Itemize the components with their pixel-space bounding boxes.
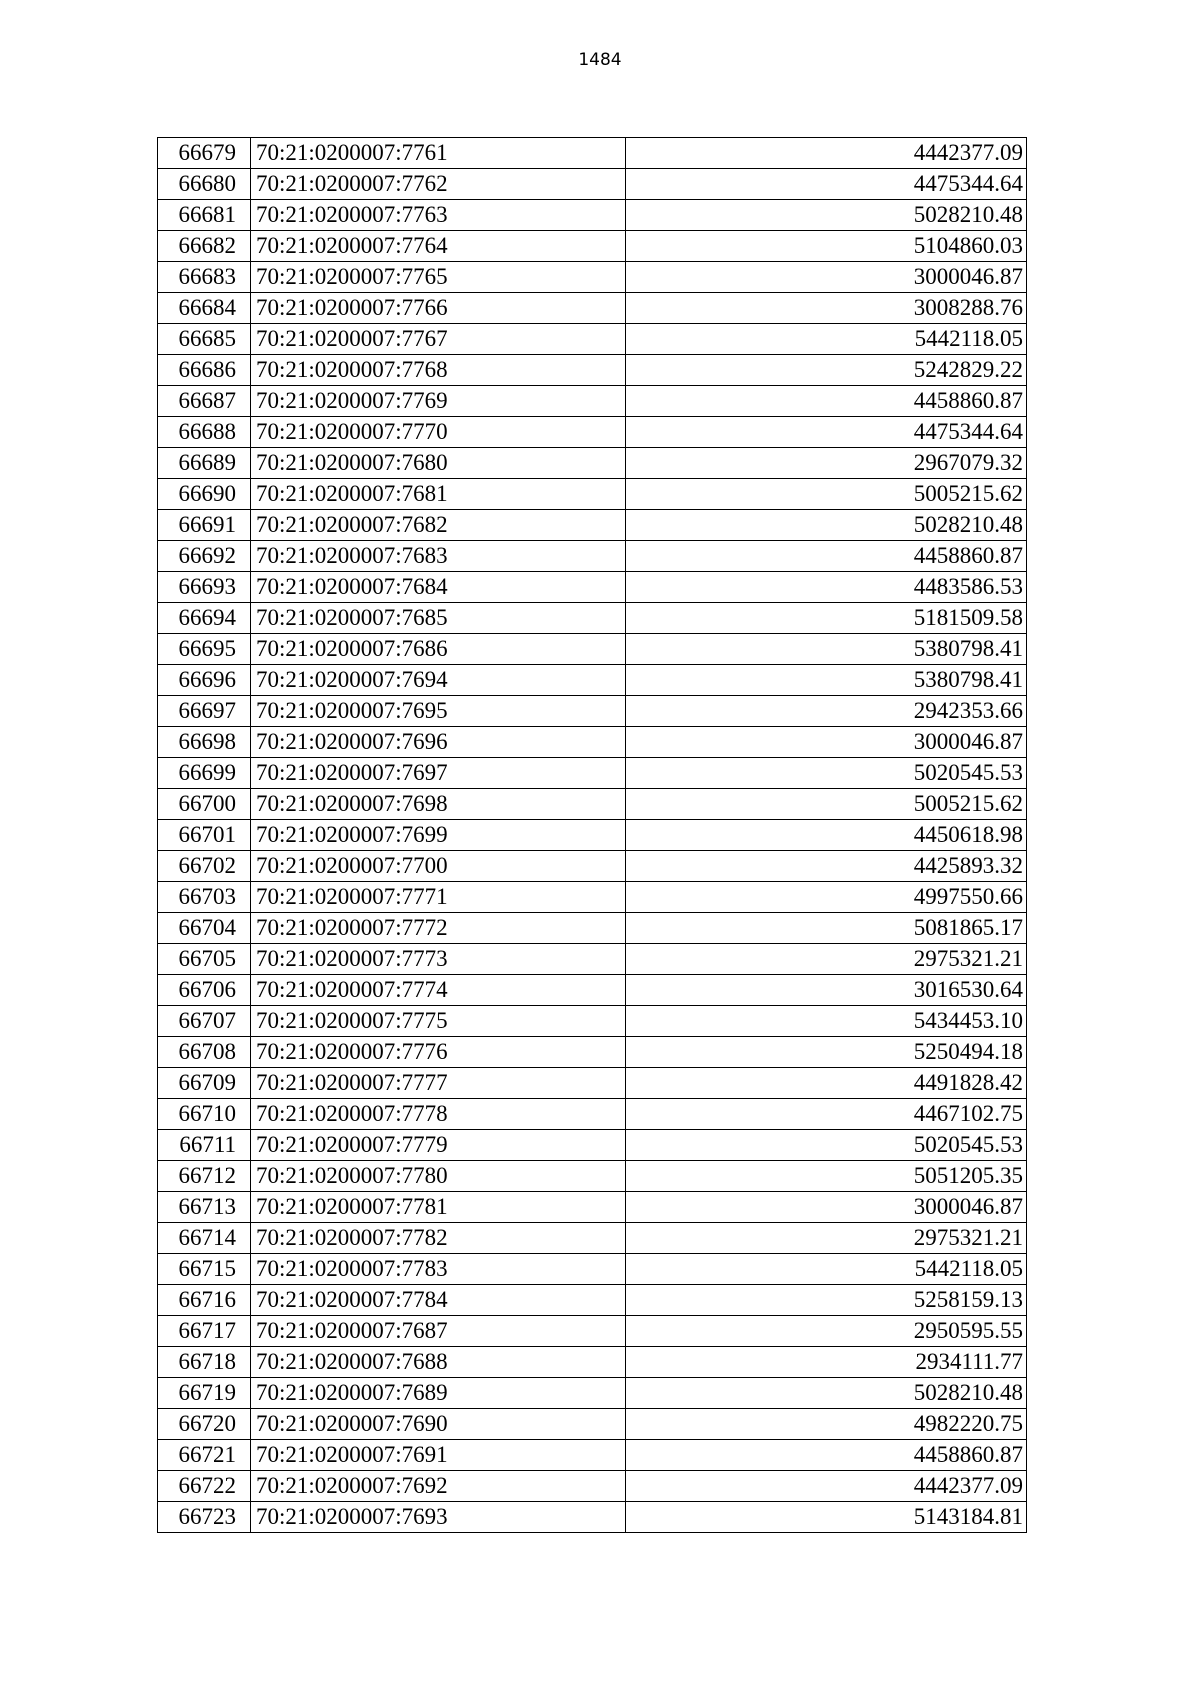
cadastral-value-cell: 5104860.03 (626, 231, 1027, 262)
cadastral-number-cell: 70:21:0200007:7692 (251, 1471, 626, 1502)
row-number-cell: 66685 (158, 324, 251, 355)
cadastral-number-cell: 70:21:0200007:7683 (251, 541, 626, 572)
cadastral-value-cell: 2950595.55 (626, 1316, 1027, 1347)
table-row (158, 820, 1027, 851)
table-row (158, 1037, 1027, 1068)
cadastral-value-cell: 3000046.87 (626, 727, 1027, 758)
row-number-cell: 66679 (158, 138, 251, 169)
cadastral-value-cell: 2934111.77 (626, 1347, 1027, 1378)
table-row (158, 1316, 1027, 1347)
table-row (158, 665, 1027, 696)
cadastral-value-cell: 2967079.32 (626, 448, 1027, 479)
cadastral-value-table (157, 137, 1027, 1533)
cadastral-number-cell: 70:21:0200007:7778 (251, 1099, 626, 1130)
table-row (158, 1006, 1027, 1037)
table-body (158, 138, 1027, 1533)
row-number-cell: 66705 (158, 944, 251, 975)
cadastral-number-cell: 70:21:0200007:7762 (251, 169, 626, 200)
cadastral-number-cell: 70:21:0200007:7775 (251, 1006, 626, 1037)
row-number-cell: 66721 (158, 1440, 251, 1471)
cadastral-value-cell: 4442377.09 (626, 1471, 1027, 1502)
row-number-cell: 66682 (158, 231, 251, 262)
cadastral-number-cell: 70:21:0200007:7769 (251, 386, 626, 417)
cadastral-number-cell: 70:21:0200007:7781 (251, 1192, 626, 1223)
table-row (158, 541, 1027, 572)
cadastral-number-cell: 70:21:0200007:7685 (251, 603, 626, 634)
row-number-cell: 66720 (158, 1409, 251, 1440)
row-number-cell: 66692 (158, 541, 251, 572)
table-row (158, 448, 1027, 479)
cadastral-number-cell: 70:21:0200007:7771 (251, 882, 626, 913)
cadastral-number-cell: 70:21:0200007:7784 (251, 1285, 626, 1316)
row-number-cell: 66695 (158, 634, 251, 665)
table-row (158, 479, 1027, 510)
row-number-cell: 66691 (158, 510, 251, 541)
table-row (158, 1409, 1027, 1440)
cadastral-number-cell: 70:21:0200007:7687 (251, 1316, 626, 1347)
table-row (158, 200, 1027, 231)
cadastral-number-cell: 70:21:0200007:7688 (251, 1347, 626, 1378)
cadastral-number-cell: 70:21:0200007:7763 (251, 200, 626, 231)
cadastral-value-cell: 5005215.62 (626, 479, 1027, 510)
row-number-cell: 66703 (158, 882, 251, 913)
cadastral-number-cell: 70:21:0200007:7700 (251, 851, 626, 882)
table-row (158, 355, 1027, 386)
table-row (158, 169, 1027, 200)
row-number-cell: 66706 (158, 975, 251, 1006)
cadastral-value-cell: 4425893.32 (626, 851, 1027, 882)
cadastral-number-cell: 70:21:0200007:7772 (251, 913, 626, 944)
cadastral-value-cell: 5242829.22 (626, 355, 1027, 386)
cadastral-value-cell: 4475344.64 (626, 169, 1027, 200)
table-row (158, 913, 1027, 944)
table-row (158, 603, 1027, 634)
row-number-cell: 66700 (158, 789, 251, 820)
cadastral-number-cell: 70:21:0200007:7779 (251, 1130, 626, 1161)
cadastral-number-cell: 70:21:0200007:7768 (251, 355, 626, 386)
row-number-cell: 66710 (158, 1099, 251, 1130)
row-number-cell: 66683 (158, 262, 251, 293)
cadastral-number-cell: 70:21:0200007:7689 (251, 1378, 626, 1409)
cadastral-value-cell: 5442118.05 (626, 1254, 1027, 1285)
row-number-cell: 66702 (158, 851, 251, 882)
table-row (158, 231, 1027, 262)
cadastral-value-cell: 5005215.62 (626, 789, 1027, 820)
row-number-cell: 66717 (158, 1316, 251, 1347)
row-number-cell: 66709 (158, 1068, 251, 1099)
cadastral-value-cell: 5028210.48 (626, 510, 1027, 541)
cadastral-number-cell: 70:21:0200007:7767 (251, 324, 626, 355)
row-number-cell: 66722 (158, 1471, 251, 1502)
table-row (158, 882, 1027, 913)
cadastral-value-cell: 4483586.53 (626, 572, 1027, 603)
cadastral-value-cell: 2975321.21 (626, 944, 1027, 975)
row-number-cell: 66684 (158, 293, 251, 324)
cadastral-value-cell: 5250494.18 (626, 1037, 1027, 1068)
table-row (158, 851, 1027, 882)
cadastral-value-cell: 5028210.48 (626, 200, 1027, 231)
cadastral-number-cell: 70:21:0200007:7696 (251, 727, 626, 758)
cadastral-number-cell: 70:21:0200007:7783 (251, 1254, 626, 1285)
cadastral-value-cell: 4997550.66 (626, 882, 1027, 913)
cadastral-number-cell: 70:21:0200007:7764 (251, 231, 626, 262)
cadastral-number-cell: 70:21:0200007:7770 (251, 417, 626, 448)
cadastral-number-cell: 70:21:0200007:7681 (251, 479, 626, 510)
table-row (158, 634, 1027, 665)
table-row (158, 386, 1027, 417)
cadastral-number-cell: 70:21:0200007:7774 (251, 975, 626, 1006)
row-number-cell: 66719 (158, 1378, 251, 1409)
cadastral-number-cell: 70:21:0200007:7693 (251, 1502, 626, 1533)
row-number-cell: 66690 (158, 479, 251, 510)
cadastral-number-cell: 70:21:0200007:7780 (251, 1161, 626, 1192)
cadastral-value-cell: 4491828.42 (626, 1068, 1027, 1099)
row-number-cell: 66713 (158, 1192, 251, 1223)
table-row (158, 1440, 1027, 1471)
cadastral-value-cell: 5081865.17 (626, 913, 1027, 944)
table-row (158, 417, 1027, 448)
row-number-cell: 66689 (158, 448, 251, 479)
table-row (158, 510, 1027, 541)
row-number-cell: 66694 (158, 603, 251, 634)
row-number-cell: 66715 (158, 1254, 251, 1285)
cadastral-number-cell: 70:21:0200007:7690 (251, 1409, 626, 1440)
cadastral-value-cell: 5020545.53 (626, 758, 1027, 789)
cadastral-value-cell: 3008288.76 (626, 293, 1027, 324)
cadastral-value-cell: 4982220.75 (626, 1409, 1027, 1440)
cadastral-value-cell: 4458860.87 (626, 1440, 1027, 1471)
cadastral-value-cell: 4450618.98 (626, 820, 1027, 851)
cadastral-value-cell: 4458860.87 (626, 386, 1027, 417)
row-number-cell: 66704 (158, 913, 251, 944)
cadastral-number-cell: 70:21:0200007:7766 (251, 293, 626, 324)
row-number-cell: 66698 (158, 727, 251, 758)
row-number-cell: 66693 (158, 572, 251, 603)
cadastral-number-cell: 70:21:0200007:7765 (251, 262, 626, 293)
cadastral-number-cell: 70:21:0200007:7682 (251, 510, 626, 541)
row-number-cell: 66711 (158, 1130, 251, 1161)
cadastral-number-cell: 70:21:0200007:7782 (251, 1223, 626, 1254)
row-number-cell: 66712 (158, 1161, 251, 1192)
cadastral-value-cell: 5051205.35 (626, 1161, 1027, 1192)
row-number-cell: 66701 (158, 820, 251, 851)
cadastral-value-cell: 5028210.48 (626, 1378, 1027, 1409)
table-row (158, 1192, 1027, 1223)
table-row (158, 1254, 1027, 1285)
row-number-cell: 66697 (158, 696, 251, 727)
table-row (158, 789, 1027, 820)
table-row (158, 1471, 1027, 1502)
cadastral-value-cell: 3016530.64 (626, 975, 1027, 1006)
cadastral-number-cell: 70:21:0200007:7698 (251, 789, 626, 820)
cadastral-value-cell: 5442118.05 (626, 324, 1027, 355)
cadastral-value-cell: 5380798.41 (626, 634, 1027, 665)
row-number-cell: 66680 (158, 169, 251, 200)
cadastral-number-cell: 70:21:0200007:7695 (251, 696, 626, 727)
cadastral-value-cell: 4475344.64 (626, 417, 1027, 448)
cadastral-value-cell: 3000046.87 (626, 262, 1027, 293)
cadastral-number-cell: 70:21:0200007:7691 (251, 1440, 626, 1471)
cadastral-number-cell: 70:21:0200007:7777 (251, 1068, 626, 1099)
cadastral-number-cell: 70:21:0200007:7686 (251, 634, 626, 665)
cadastral-number-cell: 70:21:0200007:7699 (251, 820, 626, 851)
table-row (158, 1502, 1027, 1533)
table-row (158, 324, 1027, 355)
row-number-cell: 66696 (158, 665, 251, 696)
table-row (158, 1130, 1027, 1161)
cadastral-value-cell: 3000046.87 (626, 1192, 1027, 1223)
cadastral-number-cell: 70:21:0200007:7694 (251, 665, 626, 696)
row-number-cell: 66716 (158, 1285, 251, 1316)
row-number-cell: 66688 (158, 417, 251, 448)
cadastral-value-cell: 5380798.41 (626, 665, 1027, 696)
table-row (158, 293, 1027, 324)
row-number-cell: 66686 (158, 355, 251, 386)
cadastral-number-cell: 70:21:0200007:7773 (251, 944, 626, 975)
row-number-cell: 66708 (158, 1037, 251, 1068)
cadastral-value-cell: 5258159.13 (626, 1285, 1027, 1316)
table-row (158, 1378, 1027, 1409)
table-row (158, 1347, 1027, 1378)
cadastral-number-cell: 70:21:0200007:7761 (251, 138, 626, 169)
table-row (158, 1161, 1027, 1192)
row-number-cell: 66723 (158, 1502, 251, 1533)
cadastral-value-cell: 5143184.81 (626, 1502, 1027, 1533)
cadastral-value-cell: 2942353.66 (626, 696, 1027, 727)
table-row (158, 262, 1027, 293)
row-number-cell: 66687 (158, 386, 251, 417)
cadastral-value-cell: 4442377.09 (626, 138, 1027, 169)
row-number-cell: 66681 (158, 200, 251, 231)
table-row (158, 944, 1027, 975)
table-row (158, 696, 1027, 727)
cadastral-number-cell: 70:21:0200007:7697 (251, 758, 626, 789)
cadastral-value-cell: 4458860.87 (626, 541, 1027, 572)
cadastral-number-cell: 70:21:0200007:7776 (251, 1037, 626, 1068)
table-row (158, 975, 1027, 1006)
table-row (158, 1099, 1027, 1130)
cadastral-value-cell: 2975321.21 (626, 1223, 1027, 1254)
table-row (158, 1285, 1027, 1316)
table-row (158, 138, 1027, 169)
row-number-cell: 66699 (158, 758, 251, 789)
table-row (158, 758, 1027, 789)
page-number: 1484 (578, 50, 622, 70)
cadastral-number-cell: 70:21:0200007:7684 (251, 572, 626, 603)
table-row (158, 1223, 1027, 1254)
cadastral-number-cell: 70:21:0200007:7680 (251, 448, 626, 479)
row-number-cell: 66718 (158, 1347, 251, 1378)
cadastral-value-cell: 5020545.53 (626, 1130, 1027, 1161)
table-row (158, 1068, 1027, 1099)
table-row (158, 572, 1027, 603)
row-number-cell: 66714 (158, 1223, 251, 1254)
cadastral-value-cell: 5181509.58 (626, 603, 1027, 634)
cadastral-value-cell: 5434453.10 (626, 1006, 1027, 1037)
cadastral-value-cell: 4467102.75 (626, 1099, 1027, 1130)
table-row (158, 727, 1027, 758)
row-number-cell: 66707 (158, 1006, 251, 1037)
